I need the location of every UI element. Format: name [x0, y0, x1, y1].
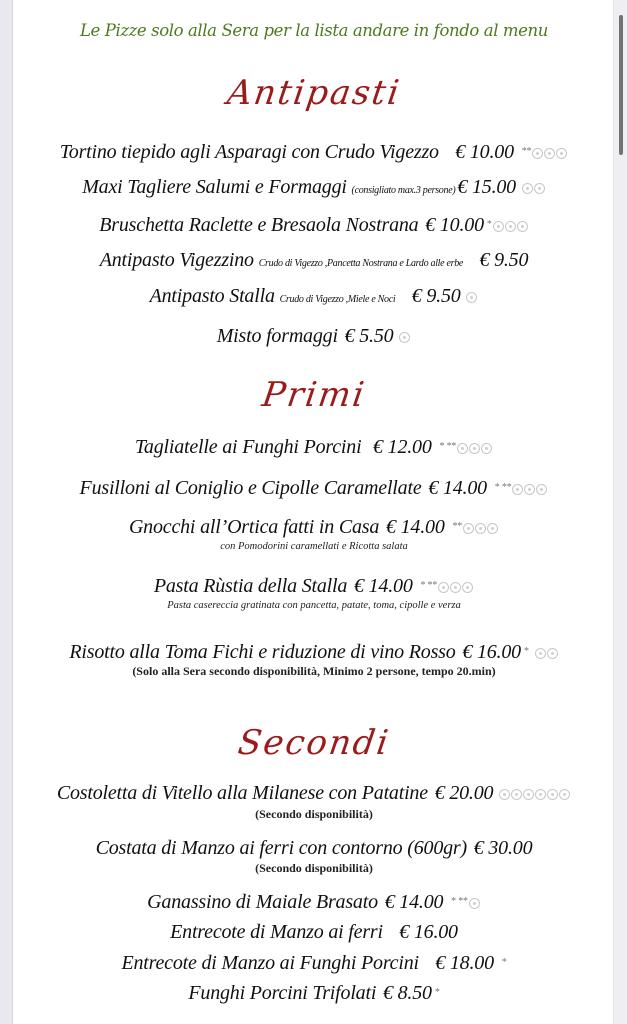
dish-price: € 12.00 — [373, 436, 432, 458]
allergen-icon — [532, 148, 543, 159]
allergen-icon — [475, 523, 486, 534]
allergen-icon — [499, 789, 510, 800]
allergen-icon — [493, 221, 504, 232]
dish-price: € 9.50 — [479, 249, 529, 271]
allergen-icon — [556, 148, 567, 159]
allergen-icon — [511, 789, 522, 800]
dish-name: Costoletta di Vitello alla Milanese con Patatine — [56, 782, 428, 804]
allergen-icon — [457, 443, 468, 454]
scrollbar[interactable] — [613, 0, 627, 1024]
dish-item — [13, 837, 615, 860]
scrollbar-thumb[interactable] — [619, 15, 623, 155]
allergen-icon — [462, 582, 473, 593]
dish-price: € 10.00 — [455, 141, 514, 163]
dish-name: Antipasto Vigezzino — [99, 249, 254, 271]
section-title-antipasti: Antipasti — [224, 73, 404, 113]
dish-price: € 14.00 — [386, 516, 445, 538]
dish-item — [13, 325, 615, 348]
dish-price: € 10.00 — [425, 214, 484, 236]
dish-item — [13, 141, 615, 164]
allergen-icon — [512, 484, 523, 495]
dish-price: € 16.00 — [399, 921, 458, 943]
allergen-icon — [517, 221, 528, 232]
dish-name: Fusilloni al Coniglio e Cipolle Caramellate — [79, 477, 422, 499]
allergen-icon — [544, 148, 555, 159]
dish-marks: * — [501, 957, 507, 968]
pizza-notice: Le Pizze solo alla Sera per la lista andare in fondo al menu — [79, 21, 548, 40]
dish-item — [13, 285, 615, 308]
dish-price: € 9.50 — [411, 285, 461, 307]
allergen-icon — [559, 789, 570, 800]
dish-name: Ganassino di Maiale Brasato — [147, 891, 378, 913]
dish-price: € 16.00 — [462, 641, 521, 663]
allergen-icon — [487, 523, 498, 534]
dish-item — [13, 176, 615, 199]
section-title-primi: Primi — [259, 375, 369, 415]
dish-name: Risotto alla Toma Fichi e riduzione di vino Rosso — [69, 641, 456, 663]
dish-name: Entrecote di Manzo ai Funghi Porcini — [121, 952, 419, 974]
dish-price: € 30.00 — [473, 837, 533, 859]
dish-name: Misto formaggi — [216, 325, 338, 347]
dish-note: Crudo di Vigezzo ,Miele e Noci — [279, 294, 396, 305]
allergen-icon — [547, 789, 558, 800]
dish-name: Pasta Rùstia della Stalla — [153, 575, 348, 597]
dish-item — [13, 921, 615, 944]
menu-page — [12, 0, 615, 1024]
allergen-icon — [466, 292, 477, 303]
allergen-icon — [399, 332, 410, 343]
dish-item — [13, 477, 615, 500]
dish-price: € 20.00 — [434, 782, 494, 804]
dish-name: Gnocchi all’Ortica fatti in Casa — [128, 516, 380, 538]
dish-item — [13, 249, 615, 272]
dish-name: Antipasto Stalla — [149, 285, 275, 307]
dish-item — [13, 436, 615, 459]
dish-item — [13, 782, 615, 805]
dish-marks: * ** — [494, 482, 512, 493]
allergen-icon — [523, 789, 534, 800]
dish-name: Bruschetta Raclette e Bresaola Nostrana — [99, 214, 419, 236]
dish-description: Pasta casereccia gratinata con pancetta, patate, toma, cipolle e verza — [167, 600, 461, 611]
dish-description: (Secondo disponibilità) — [255, 861, 373, 875]
allergen-icon — [536, 484, 547, 495]
dish-description: (Secondo disponibilità) — [255, 807, 373, 821]
dish-price: € 18.00 — [435, 952, 494, 974]
dish-name: Funghi Porcini Trifolati — [188, 982, 377, 1004]
dish-name: Maxi Tagliere Salumi e Formaggi — [82, 176, 347, 198]
dish-price: € 14.00 — [428, 477, 487, 499]
allergen-icon — [524, 484, 535, 495]
dish-name: Tortino tiepido agli Asparagi con Crudo Vigezzo — [59, 141, 439, 163]
dish-price: € 15.00 — [457, 176, 516, 198]
allergen-icon — [450, 582, 461, 593]
allergen-icon — [469, 898, 480, 909]
dish-item — [13, 982, 615, 1005]
dish-marks: * ** — [451, 896, 468, 907]
allergen-icon — [547, 648, 558, 659]
allergen-icon — [522, 183, 533, 194]
dish-marks: * ** — [420, 580, 438, 591]
allergen-icon — [481, 443, 492, 454]
dish-note: Crudo di Vigezzo ,Pancetta Nostrana e Lardo alle erbe — [258, 258, 464, 269]
dish-price: € 14.00 — [384, 891, 444, 913]
allergen-icon — [463, 523, 474, 534]
dish-item — [13, 214, 615, 237]
allergen-icon — [469, 443, 480, 454]
dish-price: € 14.00 — [354, 575, 413, 597]
dish-price: € 5.50 — [344, 325, 394, 347]
dish-marks: * — [523, 646, 529, 657]
allergen-icon — [535, 648, 546, 659]
dish-item — [13, 516, 615, 539]
allergen-icon — [438, 582, 449, 593]
dish-marks: ** — [521, 146, 532, 157]
dish-price: € 8.50 — [383, 982, 432, 1004]
dish-item — [13, 575, 615, 598]
dish-marks: * ** — [439, 441, 457, 452]
allergen-icon — [505, 221, 516, 232]
dish-item — [13, 952, 615, 975]
dish-item — [13, 641, 615, 664]
dish-item — [13, 891, 615, 914]
dish-name: Tagliatelle ai Funghi Porcini — [134, 436, 362, 458]
dish-name: Entrecote di Manzo ai ferri — [170, 921, 383, 943]
section-title-secondi: Secondi — [235, 723, 393, 763]
dish-description: (Solo alla Sera secondo disponibilità, Minimo 2 persone, tempo 20.min) — [132, 664, 496, 678]
allergen-icon — [534, 183, 545, 194]
dish-name: Costata di Manzo ai ferri con contorno (600gr) — [95, 837, 467, 859]
dish-marks: * — [486, 219, 492, 230]
dish-marks: * — [434, 987, 440, 998]
allergen-icon — [535, 789, 546, 800]
dish-marks: ** — [452, 521, 463, 532]
dish-description: con Pomodorini caramellati e Ricotta salata — [220, 541, 408, 552]
dish-note: (consigliato max.3 persone) — [351, 185, 456, 196]
